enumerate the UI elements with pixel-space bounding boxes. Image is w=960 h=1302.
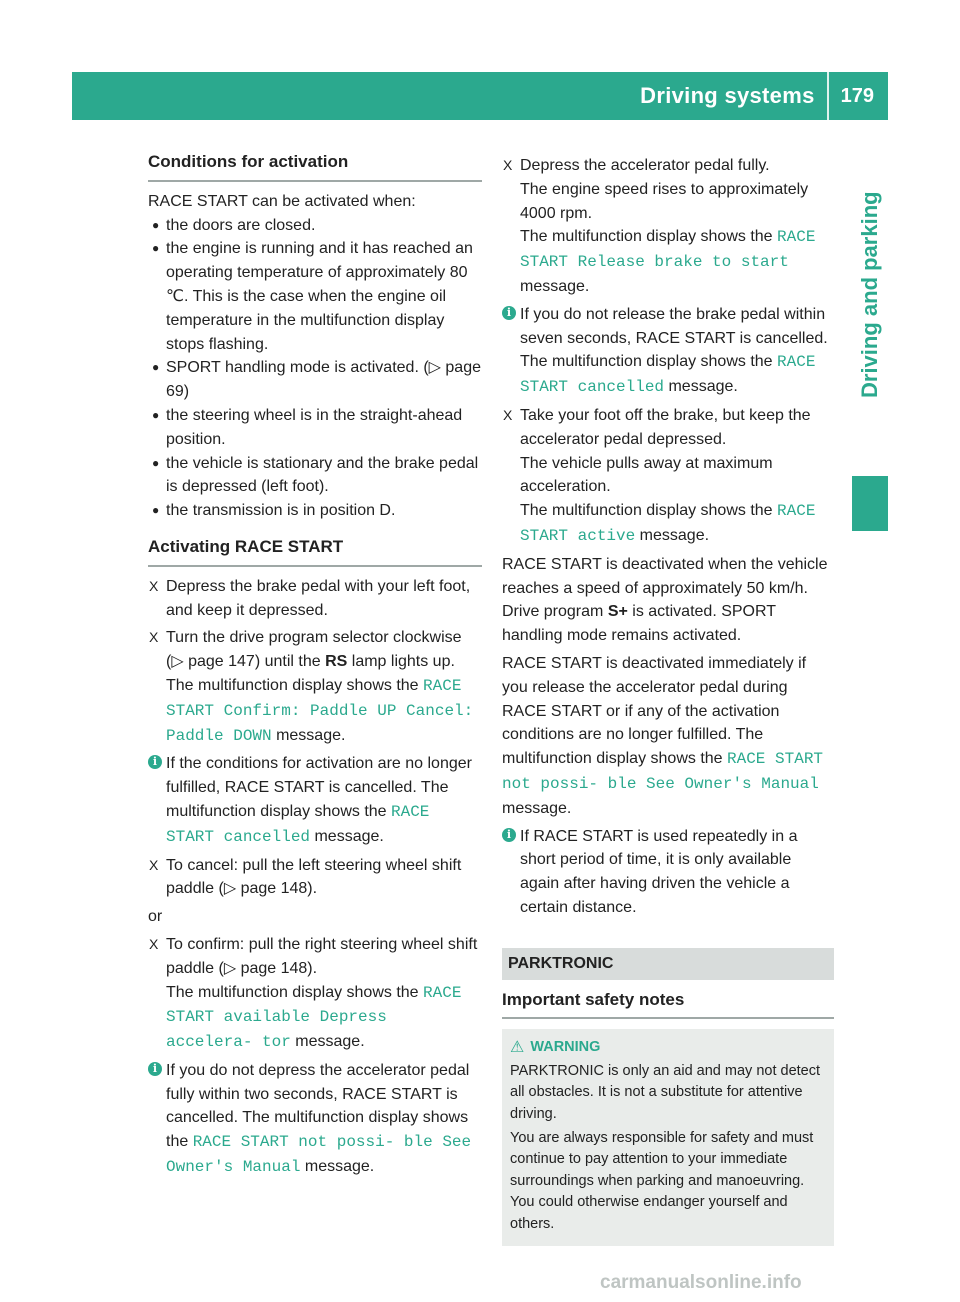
side-tab-label: Driving and parking xyxy=(857,191,882,398)
left-column xyxy=(148,150,482,1180)
list-item: ● the steering wheel is in the straight-ahead position. xyxy=(148,404,482,452)
display-message: RACE START not possi‐ ble See Owner's Manual xyxy=(502,750,824,793)
warning-triangle-icon: ⚠ xyxy=(510,1039,525,1057)
display-message: RACE START available Depress accelera‐ tor xyxy=(166,983,462,1052)
display-message: RACE START cancelled xyxy=(166,802,430,846)
deactivation-paragraph: RACE START is deactivated when the vehicle reaches a speed of approximately 50 km/h. Drive program S+ is activated. SPORT handling mode remains activated. xyxy=(502,555,828,645)
bullet-icon: ● xyxy=(152,360,160,375)
bullet-icon: ● xyxy=(152,455,160,470)
step-arrow-icon: X xyxy=(149,935,159,952)
conditions-heading: Conditions for activation xyxy=(148,150,482,182)
list-item: ● the engine is running and it has reached an operating temperature of approximately 80 ℃. This is the case when the engine oil temperature in the multifunction display stops flashing. xyxy=(148,237,482,356)
info-icon: i xyxy=(148,755,162,769)
info-icon: i xyxy=(148,1062,162,1076)
display-message: RACE START Release brake to start xyxy=(520,228,816,272)
step-cancel: X To cancel: pull the left steering wheel shift paddle (▷ page 148). xyxy=(148,854,482,902)
list-item: ● the transmission is in position D. xyxy=(148,499,482,523)
bullet-icon: ● xyxy=(152,503,160,518)
step-arrow-icon: X xyxy=(149,629,159,646)
info-icon: i xyxy=(502,306,516,320)
info-note: i If you do not depress the accelerator pedal fully within two seconds, RACE START is cancelled. The multifunction display shows the RACE START not possi‐ ble See Owner's Manual message. xyxy=(148,1059,482,1180)
list-item: ● SPORT handling mode is activated. (▷ page 69) xyxy=(148,356,482,404)
bullet-icon: ● xyxy=(152,241,160,256)
step-arrow-icon: X xyxy=(503,157,513,173)
bullet-icon: ● xyxy=(152,217,160,232)
list-item: ● the vehicle is stationary and the brake pedal is depressed (left foot). xyxy=(148,452,482,500)
or-text: or xyxy=(148,908,163,926)
step-arrow-icon: X xyxy=(149,577,159,594)
info-icon: i xyxy=(502,828,516,842)
immediate-deactivation-paragraph: RACE START is deactivated immediately if you release the accelerator pedal during RACE START or if any of the activation conditions are no longer fulfilled. The multifunction display shows the RACE START not possi‐ ble See Owner's Manual message. xyxy=(502,654,824,817)
display-message: RACE START active xyxy=(520,502,816,545)
bullet-icon: ● xyxy=(152,407,160,422)
page-header xyxy=(72,72,888,120)
info-note: i If the conditions for activation are no longer fulfilled, RACE START is cancelled. The multifunction display shows the RACE START cancelled message. xyxy=(148,752,482,849)
step-arrow-icon: X xyxy=(149,856,159,873)
step-depress-accelerator: X Depress the accelerator pedal fully. The engine speed rises to approximately 4000 rpm. The multifunction display shows the RACE START Release brake to start message. xyxy=(502,154,834,299)
step-turn-selector: X Turn the drive program selector clockwise (▷ page 147) until the RS lamp lights up. The multifunction display shows the RACE START Confirm: Paddle UP Cancel: Paddle DOWN message. xyxy=(148,626,482,748)
info-note: i If you do not release the brake pedal within seven seconds, RACE START is cancelled. The multifunction display shows the RACE START cancelled message. xyxy=(502,303,834,400)
step-release-brake: X Take your foot off the brake, but keep the accelerator pedal depressed. The vehicle pulls away at maximum acceleration. The multifunction display shows the RACE START active message. xyxy=(502,404,834,549)
warning-text: PARKTRONIC is only an aid and may not detect all obstacles. It is not a substitute for attentive driving. xyxy=(510,1062,821,1123)
parktronic-section-title: PARKTRONIC xyxy=(502,948,834,980)
step-confirm: X To confirm: pull the right steering wheel shift paddle (▷ page 148). The multifunction display shows the RACE START available Depress accelera‐ tor message. xyxy=(148,933,482,1055)
info-note: i If RACE START is used repeatedly in a short period of time, it is only available again after having driven the vehicle a certain distance. xyxy=(502,825,834,920)
side-tab-marker xyxy=(852,476,888,531)
watermark: carmanualsonline.info xyxy=(600,1272,802,1293)
display-message: RACE START not possi‐ ble See Owner's Manual xyxy=(166,1133,472,1177)
display-message: RACE START cancelled xyxy=(520,353,816,397)
warning-box xyxy=(502,1029,834,1245)
safety-heading: Important safety notes xyxy=(502,988,834,1020)
list-item: ● the doors are closed. xyxy=(148,214,482,238)
warning-label: WARNING xyxy=(530,1039,601,1056)
right-column xyxy=(502,150,834,1246)
step-depress-brake: X Depress the brake pedal with your left foot, and keep it depressed. xyxy=(148,575,482,623)
display-message: RACE START Confirm: Paddle UP Cancel: Paddle DOWN xyxy=(166,676,474,745)
conditions-intro: RACE START can be activated when: xyxy=(148,192,416,210)
activating-heading: Activating RACE START xyxy=(148,535,482,567)
conditions-list xyxy=(148,214,482,523)
step-arrow-icon: X xyxy=(503,406,513,423)
page-number: 179 xyxy=(840,84,874,107)
warning-text: You are always responsible for safety and must continue to pay attention to your immediate surroundings when parking and manoeuvring. You could otherwise endanger yourself and others. xyxy=(510,1129,814,1233)
section-title: Driving systems xyxy=(640,72,828,120)
